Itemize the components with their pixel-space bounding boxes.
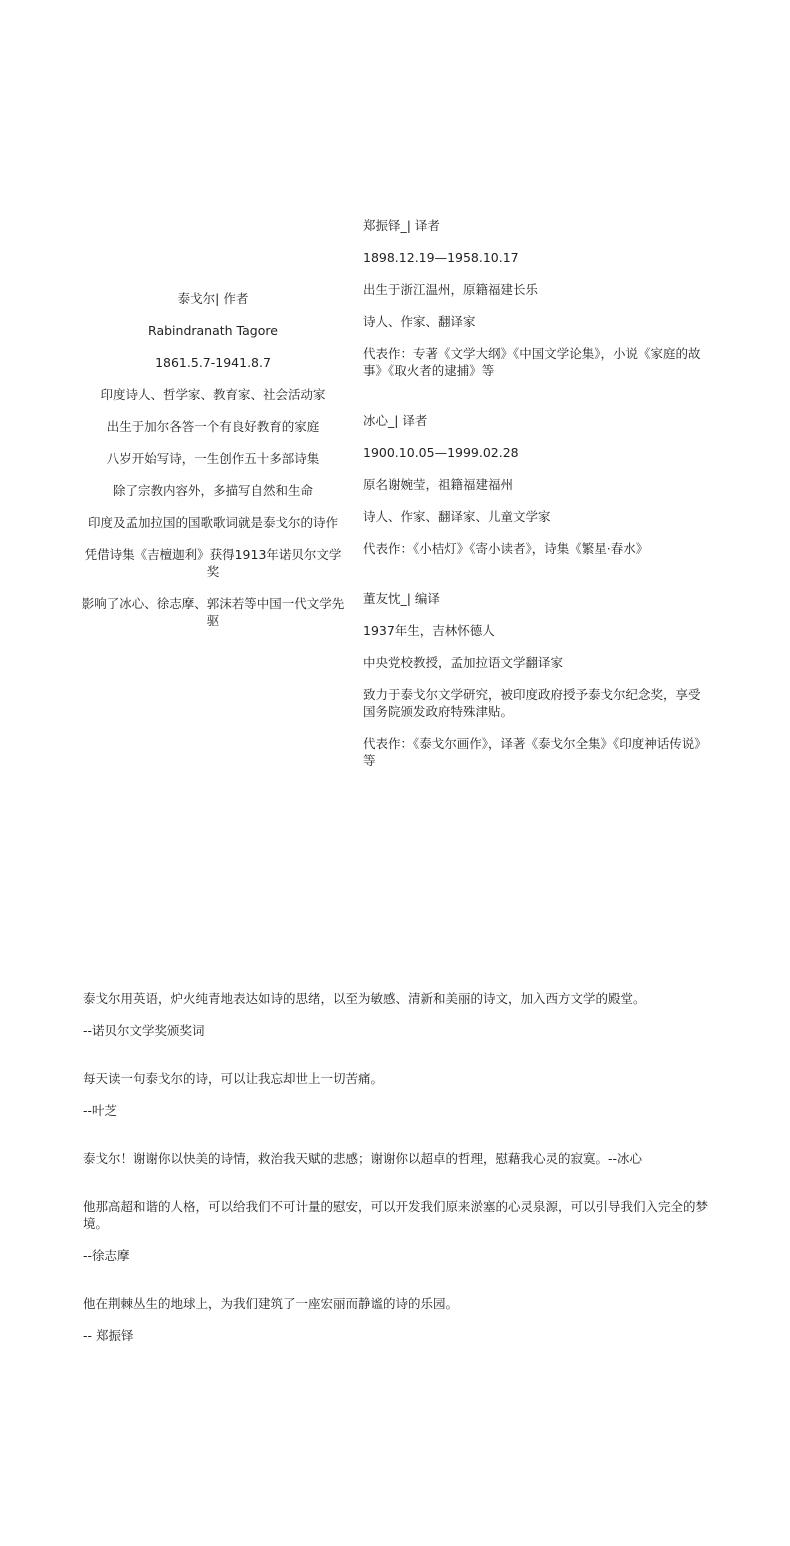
translator-line: 代表作：《小桔灯》《寄小读者》，诗集《繁星·春水》 (363, 541, 649, 556)
translator-dong-youchen (363, 590, 708, 769)
author-line: 出生于加尔各答一个有良好教育的家庭 (106, 419, 320, 434)
translator-line: 出生于浙江温州，原籍福建长乐 (363, 282, 539, 297)
quote-bing-xin (83, 1150, 711, 1167)
translator-line: 1937年生，吉林怀德人 (363, 623, 495, 638)
author-line: 印度诗人、哲学家、教育家、社会活动家 (100, 387, 326, 402)
quote-source: --诺贝尔文学奖颁奖词 (83, 1023, 205, 1038)
author-english-name: Rabindranath Tagore (148, 323, 278, 338)
translator-line: 诗人、作家、翻译家、儿童文学家 (363, 509, 551, 524)
translator-line: 代表作：《泰戈尔画作》，译著《泰戈尔全集》《印度神话传说》等 (363, 736, 707, 768)
translator-line: 中央党校教授，孟加拉语文学翻译家 (363, 655, 564, 670)
author-line: 八岁开始写诗，一生创作五十多部诗集 (106, 451, 320, 466)
author-line: 影响了冰心、徐志摩、郭沫若等中国一代文学先驱 (81, 596, 345, 628)
quote-text: 他那高超和谐的人格，可以给我们不可计量的慰安，可以开发我们原来淤塞的心灵泉源，可以引导我们入完全的梦境。 (83, 1199, 709, 1231)
quote-text: 他在荆棘丛生的地球上，为我们建筑了一座宏丽而静谧的诗的乐园。 (83, 1296, 459, 1311)
translator-line: 诗人、作家、翻译家 (363, 314, 476, 329)
translator-profiles (363, 217, 708, 802)
translator-line: 代表作：专著《文学大纲》《中国文学论集》，小说《家庭的故事》《取火者的逮捕》等 (363, 346, 701, 378)
quote-source: -- 郑振铎 (83, 1328, 134, 1343)
quote-text: 每天读一句泰戈尔的诗，可以让我忘却世上一切苦痛。 (83, 1071, 384, 1086)
quote-nobel (83, 990, 711, 1039)
translator-name-role: 董友忱_| 编译 (363, 591, 440, 606)
quote-text: 泰戈尔！谢谢你以快美的诗情，救治我天赋的悲感；谢谢你以超卓的哲理，慰藉我心灵的寂寞。--冰心 (83, 1151, 643, 1166)
translator-zheng-zhenduo (363, 217, 708, 379)
quote-yeats (83, 1070, 711, 1119)
translator-line: 致力于泰戈尔文学研究，被印度政府授予泰戈尔纪念奖，享受国务院颁发政府特殊津贴。 (363, 687, 701, 719)
quote-zheng-zhenduo (83, 1295, 711, 1344)
translator-line: 1898.12.19—1958.10.17 (363, 250, 519, 265)
quote-source: --叶芝 (83, 1103, 118, 1118)
quote-xu-zhimo (83, 1198, 711, 1264)
translator-line: 1900.10.05—1999.02.28 (363, 445, 519, 460)
translator-name-role: 郑振铎_| 译者 (363, 218, 440, 233)
author-line: 凭借诗集《吉檀迦利》获得1913年诺贝尔文学奖 (84, 547, 342, 579)
author-line: 除了宗教内容外，多描写自然和生命 (112, 483, 313, 498)
author-dates: 1861.5.7-1941.8.7 (155, 355, 271, 370)
translator-bing-xin (363, 412, 708, 557)
quote-text: 泰戈尔用英语，炉火纯青地表达如诗的思绪，以至为敏感、清新和美丽的诗文，加入西方文学的殿堂。 (83, 991, 646, 1006)
author-line: 印度及孟加拉国的国歌歌词就是泰戈尔的诗作 (87, 515, 338, 530)
quote-source: --徐志摩 (83, 1248, 130, 1263)
translator-line: 原名谢婉莹，祖籍福建福州 (363, 477, 514, 492)
translator-name-role: 冰心_| 译者 (363, 413, 428, 428)
author-name-role: 泰戈尔| 作者 (177, 291, 249, 306)
author-profile (80, 290, 346, 644)
quotes-section (83, 990, 711, 1375)
